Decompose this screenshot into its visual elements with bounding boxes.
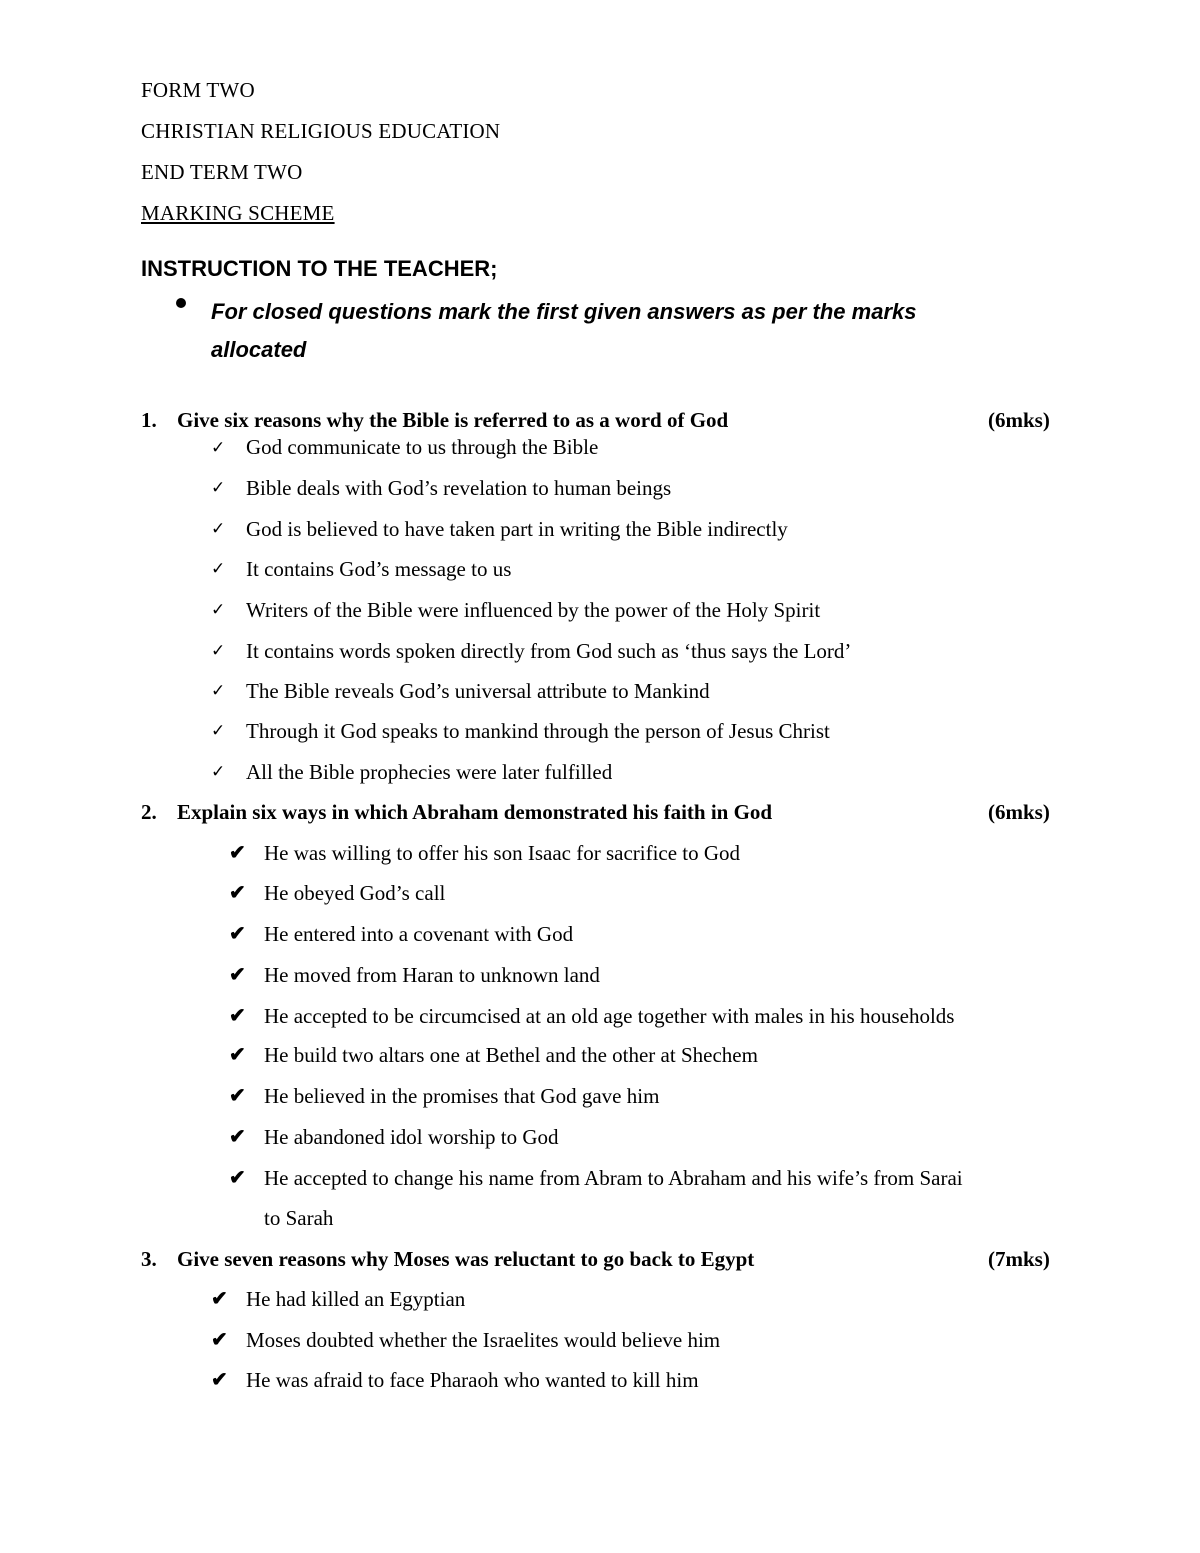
- question-text: Give six reasons why the Bible is referred to as a word of God: [177, 408, 729, 432]
- answer-item-continuation: to Sarah: [264, 1206, 334, 1230]
- instruction-line: allocated: [211, 337, 307, 362]
- checkmark-icon: ✔: [229, 964, 246, 986]
- answer-item: He was afraid to face Pharaoh who wanted to kill him: [246, 1368, 699, 1392]
- instruction-heading: INSTRUCTION TO THE TEACHER;: [141, 256, 498, 281]
- answer-item: He entered into a covenant with God: [264, 922, 574, 946]
- checkmark-icon: ✓: [211, 438, 226, 457]
- answer-item: Through it God speaks to mankind through the person of Jesus Christ: [246, 719, 830, 743]
- question-number: 2.: [141, 800, 157, 824]
- answer-item: Moses doubted whether the Israelites would believe him: [246, 1328, 721, 1352]
- answer-item: He was willing to offer his son Isaac for sacrifice to God: [264, 841, 741, 865]
- answer-item: He accepted to be circumcised at an old age together with males in his households: [264, 1004, 955, 1028]
- form-label: FORM TWO: [141, 78, 255, 102]
- checkmark-icon: ✓: [211, 641, 226, 660]
- instruction-text: [211, 293, 1011, 369]
- answer-item: God is believed to have taken part in writing the Bible indirectly: [246, 517, 788, 541]
- exam-title: END TERM TWO: [141, 160, 303, 184]
- checkmark-icon: ✔: [229, 1044, 246, 1066]
- checkmark-icon: ✓: [211, 519, 226, 538]
- subject-title: CHRISTIAN RELIGIOUS EDUCATION: [141, 119, 501, 143]
- question-text: Give seven reasons why Moses was reluctant to go back to Egypt: [177, 1247, 755, 1271]
- checkmark-icon: ✔: [229, 842, 246, 864]
- question-marks: (6mks): [988, 408, 1050, 432]
- question-number: 1.: [141, 408, 157, 432]
- answer-item: It contains words spoken directly from God such as ‘thus says the Lord’: [246, 639, 852, 663]
- checkmark-icon: ✔: [229, 882, 246, 904]
- checkmark-icon: ✔: [229, 1085, 246, 1107]
- checkmark-icon: ✔: [211, 1369, 228, 1391]
- checkmark-icon: ✔: [211, 1329, 228, 1351]
- answer-item: He accepted to change his name from Abram to Abraham and his wife’s from Sarai: [264, 1166, 963, 1190]
- question-marks: (7mks): [988, 1247, 1050, 1271]
- marking-scheme-title: MARKING SCHEME: [141, 201, 335, 225]
- checkmark-icon: ✔: [211, 1288, 228, 1310]
- checkmark-icon: ✓: [211, 559, 226, 578]
- answer-item: It contains God’s message to us: [246, 557, 512, 581]
- bullet-dot-icon: [176, 298, 186, 308]
- checkmark-icon: ✓: [211, 478, 226, 497]
- question-marks: (6mks): [988, 800, 1050, 824]
- checkmark-icon: ✓: [211, 681, 226, 700]
- checkmark-icon: ✔: [229, 1167, 246, 1189]
- checkmark-icon: ✓: [211, 721, 226, 740]
- question-number: 3.: [141, 1247, 157, 1271]
- answer-item: The Bible reveals God’s universal attribute to Mankind: [246, 679, 710, 703]
- checkmark-icon: ✔: [229, 923, 246, 945]
- answer-item: He obeyed God’s call: [264, 881, 446, 905]
- answer-item: He build two altars one at Bethel and the other at Shechem: [264, 1043, 758, 1067]
- answer-item: He had killed an Egyptian: [246, 1287, 466, 1311]
- checkmark-icon: ✔: [229, 1005, 246, 1027]
- answer-item: He moved from Haran to unknown land: [264, 963, 600, 987]
- instruction-line: For closed questions mark the first given answers as per the marks: [211, 299, 917, 324]
- answer-item: Bible deals with God’s revelation to human beings: [246, 476, 672, 500]
- checkmark-icon: ✓: [211, 600, 226, 619]
- question-text: Explain six ways in which Abraham demonstrated his faith in God: [177, 800, 773, 824]
- answer-item: God communicate to us through the Bible: [246, 435, 599, 459]
- answer-item: All the Bible prophecies were later fulfilled: [246, 760, 613, 784]
- checkmark-icon: ✔: [229, 1126, 246, 1148]
- checkmark-icon: ✓: [211, 762, 226, 781]
- answer-item: Writers of the Bible were influenced by the power of the Holy Spirit: [246, 598, 821, 622]
- answer-item: He believed in the promises that God gave him: [264, 1084, 660, 1108]
- answer-item: He abandoned idol worship to God: [264, 1125, 559, 1149]
